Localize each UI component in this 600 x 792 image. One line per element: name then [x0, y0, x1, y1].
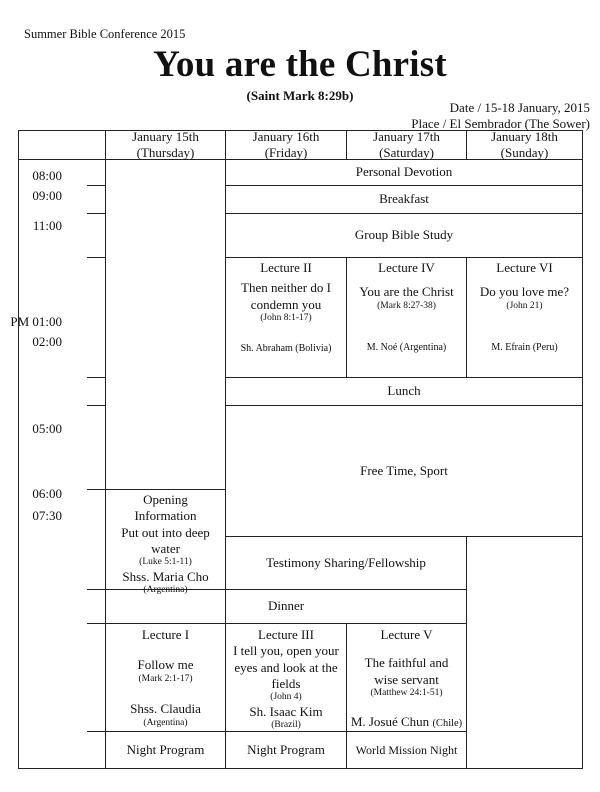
lecture-speaker: Sh. Abraham (Bolivia) — [240, 342, 332, 354]
lecture-speaker: Shss. Claudia — [130, 701, 201, 717]
event-lunch: Lunch — [387, 383, 421, 399]
lecture-title: The faithful and — [364, 655, 449, 671]
night-program: Night Program — [247, 742, 325, 758]
lecture-ref: (Mark 2:1-17) — [138, 673, 193, 684]
lecture-title: Then neither do I — [241, 280, 331, 296]
grid-line — [105, 489, 226, 490]
lecture-card — [226, 627, 346, 731]
day-header-sunday — [467, 128, 582, 160]
time-label: 07:30 — [32, 508, 62, 523]
day-header-friday — [226, 128, 346, 160]
time-tick — [87, 405, 105, 406]
event-place: Place / El Sembrador (The Sower) — [411, 116, 590, 131]
lecture-label: Lecture II — [260, 260, 312, 275]
lecture-title: eyes and look at the — [234, 659, 338, 675]
time-tick — [87, 377, 105, 378]
lecture-label: Lecture V — [380, 627, 433, 642]
page-subtitle: (Saint Mark 8:29b) — [246, 88, 354, 103]
time-tick — [87, 489, 105, 490]
lecture-title: Do you love me? — [479, 284, 570, 300]
time-label: 06:00 — [32, 486, 62, 501]
day-header-thursday — [106, 128, 225, 160]
opening-message: Put out into deep — [121, 524, 210, 540]
opening-title: Opening — [143, 492, 188, 507]
day-date: January 17th — [373, 128, 440, 144]
day-date: January 18th — [491, 128, 558, 144]
lecture-speaker: M. Noé (Argentina) — [366, 342, 447, 354]
lecture-title: fields — [271, 675, 301, 691]
day-weekday: (Friday) — [264, 145, 308, 160]
schedule-table — [10, 128, 583, 769]
lecture-card — [347, 627, 466, 731]
lecture-title: I tell you, open your — [233, 643, 339, 659]
lecture-card — [226, 260, 346, 375]
time-label: PM 01:00 — [10, 314, 62, 329]
lecture-ref: (Mark 8:27-38) — [377, 300, 436, 311]
time-tick — [87, 623, 105, 624]
time-label: 09:00 — [32, 188, 62, 203]
event-dinner: Dinner — [267, 598, 305, 614]
lecture-ref: (Matthew 24:1-51) — [370, 687, 443, 698]
lecture-label: Lecture III — [258, 627, 314, 642]
lecture-label: Lecture IV — [378, 260, 435, 275]
event-testimony: Testimony Sharing/Fellowship — [266, 554, 426, 570]
night-program: World Mission Night — [355, 743, 458, 757]
grid-line — [105, 623, 467, 624]
event-devotion: Personal Devotion — [355, 164, 453, 180]
opening-speaker: Shss. Maria Cho — [122, 568, 209, 584]
lecture-speaker: Sh. Isaac Kim — [249, 703, 323, 719]
lecture-label: Lecture VI — [496, 260, 553, 275]
page-title: You are the Christ — [153, 44, 447, 85]
day-weekday: (Thursday) — [136, 145, 195, 160]
time-tick — [87, 213, 105, 214]
lecture-country: (Brazil) — [271, 720, 301, 731]
lecture-title: You are the Christ — [359, 284, 454, 300]
lecture-ref: (John 21) — [506, 300, 543, 311]
night-program: Night Program — [126, 742, 205, 758]
time-label: 08:00 — [32, 168, 62, 183]
opening-country: (Argentina) — [143, 585, 188, 596]
lecture-speaker: M. Efrain (Peru) — [491, 342, 558, 354]
lecture-speaker: M. Josué Chun — [350, 713, 430, 729]
opening-title: Information — [134, 508, 197, 524]
time-tick — [87, 589, 105, 590]
opening-message: water — [151, 540, 180, 556]
time-label: 05:00 — [32, 421, 62, 436]
lecture-card — [106, 627, 225, 731]
event-free-time: Free Time, Sport — [360, 462, 448, 478]
lecture-card — [347, 260, 466, 375]
time-tick — [87, 257, 105, 258]
opening-session — [106, 492, 225, 596]
grid-line — [466, 536, 467, 769]
event-breakfast: Breakfast — [379, 191, 429, 207]
time-label: 02:00 — [32, 334, 62, 349]
lecture-card — [467, 260, 582, 375]
day-weekday: (Sunday) — [500, 145, 549, 160]
day-weekday: (Saturday) — [379, 145, 434, 160]
lecture-country: (Chile) — [432, 717, 463, 729]
lecture-speaker-line — [351, 714, 462, 730]
lecture-title: wise servant — [374, 671, 439, 687]
lecture-title: Follow me — [137, 657, 194, 673]
day-date: January 16th — [252, 128, 320, 144]
opening-ref: (Luke 5:1-11) — [139, 557, 192, 567]
time-label: 11:00 — [32, 218, 62, 233]
lecture-title: condemn you — [250, 296, 322, 312]
event-date: Date / 15-18 January, 2015 — [449, 100, 590, 115]
grid-line — [225, 257, 582, 258]
lecture-ref: (John 8:1-17) — [260, 312, 312, 323]
lecture-label: Lecture I — [141, 627, 190, 642]
time-tick — [87, 185, 105, 186]
day-header-saturday — [347, 128, 466, 160]
time-tick — [87, 731, 105, 732]
event-group-study: Group Bible Study — [354, 227, 454, 243]
conference-name: Summer Bible Conference 2015 — [24, 27, 186, 41]
lecture-ref: (John 4) — [270, 692, 302, 702]
day-date: January 15th — [132, 128, 199, 144]
lecture-country: (Argentina) — [143, 717, 188, 728]
